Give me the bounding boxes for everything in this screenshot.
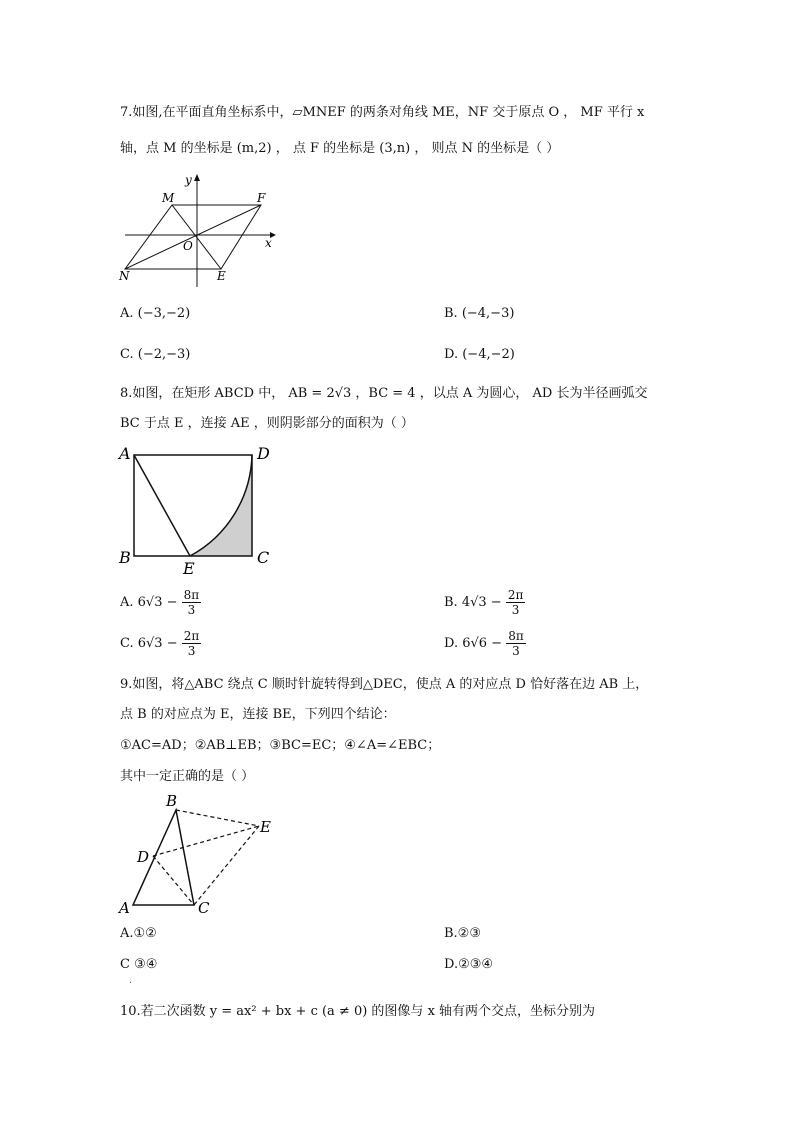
q9-option-c: C ③④ — [120, 957, 158, 972]
q8-option-d-prefix: D. 6√6 − — [444, 636, 503, 651]
q8-label-e: E — [183, 559, 195, 578]
q9-segment-dc — [153, 856, 194, 905]
q7-label-x: x — [265, 236, 272, 250]
q7-label-e: E — [217, 269, 226, 283]
q8-option-c-prefix: C. 6√3 − — [120, 636, 178, 651]
q8-option-b-fraction — [506, 588, 526, 617]
q9-segment-be — [176, 810, 259, 826]
q9-stem-line3: ①AC=AD；②AB⊥EB；③BC=EC；④∠A=∠EBC； — [120, 738, 441, 753]
q7-label-n: N — [119, 269, 130, 283]
q8-option-b-prefix: B. 4√3 − — [444, 595, 502, 610]
q7-label-y: y — [185, 173, 192, 187]
q8-label-b: B — [119, 548, 131, 567]
q8-option-d-num: 8π — [508, 629, 524, 643]
q7-option-c: C. (−2,−3) — [120, 347, 191, 362]
q8-option-a-prefix: A. 6√3 − — [120, 595, 178, 610]
q7-option-a: A. (−3,−2) — [120, 306, 191, 321]
q9-option-d: D.②③④ — [444, 957, 494, 972]
q8-option-b-den: 3 — [511, 603, 520, 617]
q9-option-a: A.①② — [120, 926, 157, 941]
q8-option-a-fraction — [182, 588, 202, 617]
q8-option-d-fraction — [506, 629, 526, 658]
q8-label-d: D — [257, 444, 270, 463]
q8-option-c-den: 3 — [187, 644, 196, 658]
q8-option-c-num: 2π — [183, 629, 200, 643]
q9-label-d: D — [137, 848, 150, 866]
q9-figure — [115, 792, 285, 917]
q8-option-d — [444, 629, 526, 658]
q8-option-c — [120, 629, 201, 658]
q7-stem-line1: 7.如图,在平面直角坐标系中，▱MNEF 的两条对角线 ME，NF 交于原点 O ， MF 平行 x — [120, 105, 645, 120]
q8-stem-line2: BC 于点 E ，连接 AE ，则阴影部分的面积为（ ） — [120, 416, 414, 431]
q8-shaded-region — [190, 455, 252, 556]
q9-stem-line1: 9.如图，将△ABC 绕点 C 顺时针旋转得到△DEC，使点 A 的对应点 D 恰好落在边 AB 上， — [120, 677, 649, 692]
q8-option-a-den: 3 — [187, 603, 196, 617]
q7-option-d: D. (−4,−2) — [444, 347, 515, 362]
q9-option-b: B.②③ — [444, 926, 481, 941]
q9-label-b: B — [166, 792, 178, 810]
q9-label-a: A — [119, 899, 130, 917]
q9-segment-de — [153, 826, 259, 856]
q8-option-d-den: 3 — [512, 644, 520, 658]
q9-label-c: C — [198, 899, 210, 917]
q8-option-b-num: 2π — [507, 588, 524, 602]
stray-mark: · — [129, 978, 133, 989]
q9-stem-line2: 点 B 的对应点为 E，连接 BE，下列四个结论： — [120, 707, 396, 722]
q8-label-a: A — [119, 444, 131, 463]
q9-label-e: E — [260, 818, 271, 836]
q8-option-c-fraction — [182, 629, 202, 658]
q7-y-arrow — [194, 174, 200, 181]
q7-figure — [115, 172, 285, 292]
q8-label-c: C — [257, 548, 270, 567]
q7-stem-line2: 轴，点 M 的坐标是 (m,2) ， 点 F 的坐标是 (3,n) ， 则点 N 的坐标是（ ） — [120, 141, 560, 156]
q8-stem-line1: 8.如图，在矩形 ABCD 中， AB = 2√3 ，BC = 4 ，以点 A 为圆心， AD 长为半径画弧交 — [120, 386, 648, 401]
q8-option-b — [444, 588, 525, 617]
q7-label-o: O — [183, 239, 193, 253]
q9-stem-line4: 其中一定正确的是（ ） — [120, 769, 255, 784]
q7-option-b: B. (−4,−3) — [444, 306, 515, 321]
q10-stem-line1: 10.若二次函数 y = ax² + bx + c (a ≠ 0) 的图像与 x 轴有两个交点，坐标分别为 — [120, 1004, 596, 1019]
q8-option-a-num: 8π — [183, 588, 200, 602]
q9-segment-ec — [194, 826, 259, 905]
q7-label-m: M — [162, 191, 175, 205]
q8-segment-ae — [134, 455, 190, 556]
q8-figure — [115, 443, 280, 578]
q8-option-a — [120, 588, 201, 617]
q7-label-f: F — [257, 191, 266, 205]
